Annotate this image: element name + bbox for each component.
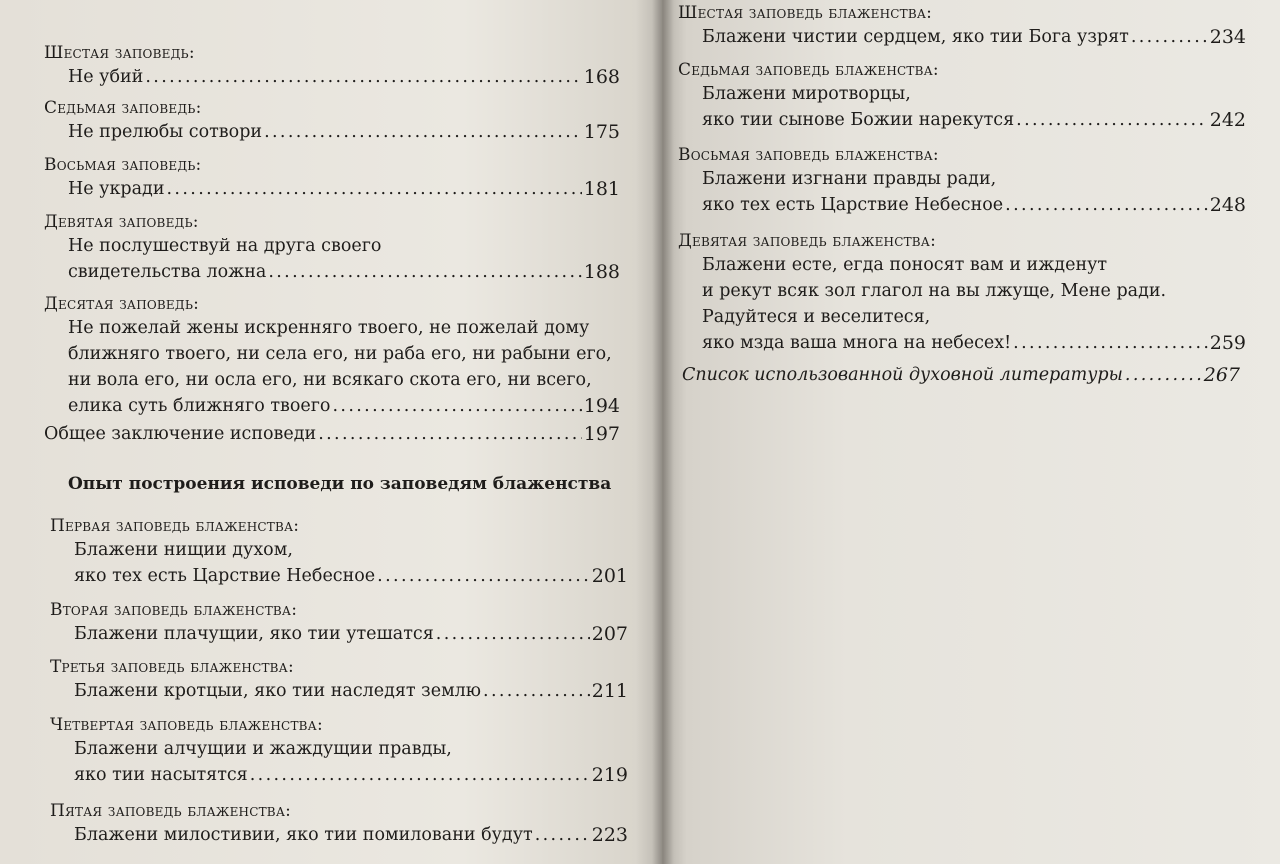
toc-leader-dots bbox=[332, 393, 581, 419]
toc-line bbox=[74, 678, 628, 704]
toc-leader-dots bbox=[1005, 192, 1208, 218]
toc-page-number: 181 bbox=[583, 178, 620, 200]
toc-line bbox=[702, 81, 911, 107]
toc-line bbox=[74, 621, 628, 647]
toc-page-number: 211 bbox=[591, 680, 628, 702]
toc-leader-dots bbox=[483, 678, 590, 704]
toc-page-number: 242 bbox=[1209, 109, 1246, 131]
toc-line bbox=[74, 537, 293, 563]
toc-page-number: 223 bbox=[591, 824, 628, 846]
toc-line bbox=[702, 107, 1246, 133]
toc-chapter-heading: Восьмая заповедь: bbox=[44, 155, 202, 175]
toc-leader-dots bbox=[1013, 330, 1208, 356]
toc-chapter-heading: Десятая заповедь: bbox=[44, 294, 200, 314]
toc-line-text: Не послушествуй на друга своего bbox=[68, 236, 382, 256]
toc-line bbox=[74, 736, 452, 762]
toc-line-text: яко тии сынове Божии нарекутся bbox=[702, 110, 1015, 130]
toc-chapter-heading: Вторая заповедь блаженства: bbox=[50, 600, 298, 620]
toc-page-number: 201 bbox=[591, 565, 628, 587]
toc-leader-dots bbox=[1125, 362, 1202, 388]
toc-page-number: 197 bbox=[583, 423, 620, 445]
toc-leader-dots bbox=[318, 421, 582, 447]
toc-leader-dots bbox=[264, 119, 582, 145]
toc-line-text: Не убий bbox=[68, 67, 144, 87]
toc-line bbox=[702, 330, 1246, 356]
toc-leader-dots bbox=[167, 176, 582, 202]
toc-line-text: Блажени есте, егда поносят вам и ижденут bbox=[702, 255, 1108, 275]
toc-line-text: ближняго твоего, ни села его, ни раба его, ни рабыни его, bbox=[68, 344, 612, 364]
toc-line-text: яко тех есть Царствие Небесное bbox=[702, 195, 1004, 215]
toc-line-text: яко мзда ваша многа на небесех! bbox=[702, 333, 1012, 353]
toc-chapter-heading: Седьмая заповедь блаженства: bbox=[678, 60, 939, 80]
toc-chapter-heading: Девятая заповедь блаженства: bbox=[678, 231, 937, 251]
toc-line bbox=[68, 233, 381, 259]
toc-line-text: Блажени миротворцы, bbox=[702, 84, 911, 104]
toc-line bbox=[702, 192, 1246, 218]
toc-chapter-heading: Третья заповедь блаженства: bbox=[50, 657, 294, 677]
toc-line-text: Блажени милостивии, яко тии помиловани будут bbox=[74, 825, 533, 845]
toc-line bbox=[702, 252, 1107, 278]
toc-leader-dots bbox=[145, 64, 581, 90]
toc-page-number: 168 bbox=[583, 66, 620, 88]
toc-page-number: 207 bbox=[591, 623, 628, 645]
toc-line bbox=[74, 822, 628, 848]
toc-line bbox=[74, 762, 628, 788]
toc-leader-dots bbox=[268, 259, 581, 285]
toc-line-text: Список использованной духовной литературы bbox=[682, 365, 1123, 385]
toc-page-number: 259 bbox=[1209, 332, 1246, 354]
toc-line bbox=[68, 341, 612, 367]
toc-page-number: 194 bbox=[583, 395, 620, 417]
toc-line bbox=[682, 362, 1240, 388]
toc-page-number: 234 bbox=[1209, 26, 1246, 48]
toc-line bbox=[68, 176, 620, 202]
toc-line bbox=[68, 367, 592, 393]
toc-line bbox=[702, 278, 1166, 304]
toc-line-text: елика суть ближняго твоего bbox=[68, 396, 331, 416]
toc-chapter-heading: Шестая заповедь: bbox=[44, 43, 195, 63]
toc-line-text: Радуйтеся и веселитеся, bbox=[702, 307, 931, 327]
toc-line bbox=[702, 24, 1246, 50]
toc-line-text: Не укради bbox=[68, 179, 165, 199]
toc-line-text: Не прелюбы сотвори bbox=[68, 122, 263, 142]
toc-page-number: 175 bbox=[583, 121, 620, 143]
toc-line-text: Блажени нищии духом, bbox=[74, 540, 293, 560]
toc-page-number: 248 bbox=[1209, 194, 1246, 216]
toc-line-text: ни вола его, ни осла его, ни всякаго скота его, ни всего, bbox=[68, 370, 592, 390]
toc-line-text: яко тии насытятся bbox=[74, 765, 248, 785]
toc-line-text: Блажени алчущии и жаждущии правды, bbox=[74, 739, 452, 759]
toc-line bbox=[68, 315, 589, 341]
toc-line-text: Блажени кротцыи, яко тии наследят землю bbox=[74, 681, 482, 701]
toc-chapter-heading: Первая заповедь блаженства: bbox=[50, 516, 300, 536]
book-gutter bbox=[652, 0, 674, 864]
toc-chapter-heading: Четвертая заповедь блаженства: bbox=[50, 715, 323, 735]
toc-leader-dots bbox=[535, 822, 590, 848]
toc-line-text: и рекут всяк зол глагол на вы лжуще, Мене ради. bbox=[702, 281, 1167, 301]
toc-line bbox=[702, 304, 930, 330]
toc-chapter-heading: Пятая заповедь блаженства: bbox=[50, 801, 292, 821]
section-title: Опыт построения исповеди по заповедям блаженства bbox=[68, 474, 612, 494]
toc-chapter-heading: Седьмая заповедь: bbox=[44, 98, 202, 118]
toc-line-text: Блажени чистии сердцем, яко тии Бога узрят bbox=[702, 27, 1129, 47]
toc-line bbox=[68, 119, 620, 145]
toc-line bbox=[68, 393, 620, 419]
toc-page-number: 188 bbox=[583, 261, 620, 283]
toc-line bbox=[44, 421, 620, 447]
toc-page-number: 219 bbox=[591, 764, 628, 786]
toc-line-text: яко тех есть Царствие Небесное bbox=[74, 566, 376, 586]
toc-leader-dots bbox=[1131, 24, 1208, 50]
toc-line bbox=[74, 563, 628, 589]
toc-line bbox=[702, 166, 996, 192]
toc-chapter-heading: Шестая заповедь блаженства: bbox=[678, 3, 933, 23]
toc-page-number: 267 bbox=[1203, 364, 1240, 386]
toc-chapter-heading: Восьмая заповедь блаженства: bbox=[678, 145, 939, 165]
toc-line bbox=[68, 259, 620, 285]
toc-line-text: Не пожелай жены искренняго твоего, не пожелай дому bbox=[68, 318, 590, 338]
toc-leader-dots bbox=[436, 621, 590, 647]
toc-line bbox=[68, 64, 620, 90]
toc-leader-dots bbox=[377, 563, 590, 589]
toc-line-text: Блажени плачущии, яко тии утешатся bbox=[74, 624, 434, 644]
toc-leader-dots bbox=[250, 762, 590, 788]
toc-line-text: Общее заключение исповеди bbox=[44, 424, 317, 444]
toc-chapter-heading: Девятая заповедь: bbox=[44, 212, 199, 232]
toc-line-text: Блажени изгнани правды ради, bbox=[702, 169, 997, 189]
toc-line-text: свидетельства ложна bbox=[68, 262, 267, 282]
toc-leader-dots bbox=[1016, 107, 1208, 133]
